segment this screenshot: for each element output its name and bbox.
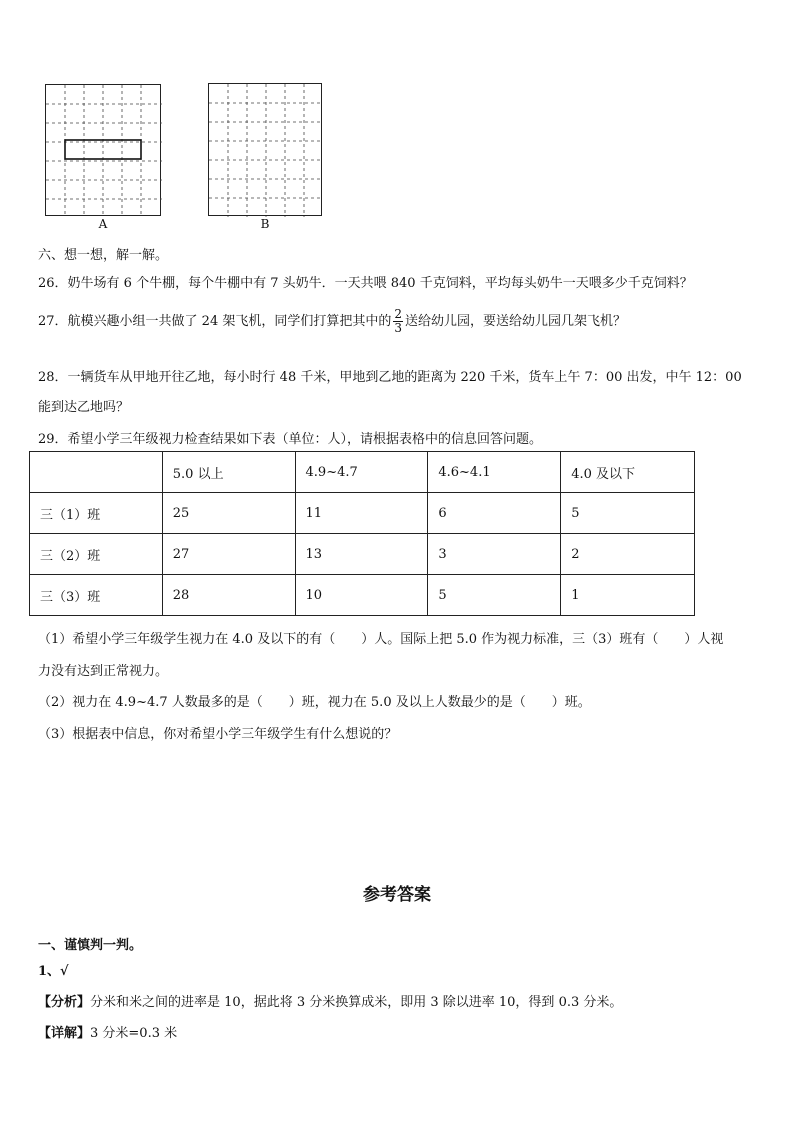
- fraction-numerator: 2: [394, 307, 402, 321]
- question-26: 26．奶牛场有 6 个牛棚，每个牛棚中有 7 头奶牛．一天共喂 840 千克饲料，平均每头奶牛一天喂多少千克饲料？: [38, 276, 693, 291]
- vision-table: [29, 451, 695, 616]
- question-29-1-line2: 力没有达到正常视力。: [38, 664, 169, 679]
- answer-item-1: 1、√: [38, 964, 69, 979]
- grid-lines-b: [209, 84, 323, 217]
- question-27-before: 27．航模兴趣小组一共做了 24 架飞机，同学们打算把其中的: [38, 314, 392, 329]
- table-row: [30, 493, 695, 534]
- table-cell: 三（3）班: [30, 575, 163, 616]
- table-cell: 5: [428, 575, 561, 616]
- table-cell: 25: [162, 493, 295, 534]
- table-cell: 28: [162, 575, 295, 616]
- question-29: 29．希望小学三年级视力检查结果如下表（单位：人），请根据表格中的信息回答问题。: [38, 432, 543, 447]
- analysis-line: [38, 991, 622, 1010]
- table-header-row: [30, 452, 695, 493]
- table-cell: 2: [561, 534, 695, 575]
- detail-line: [38, 1022, 177, 1041]
- table-header-cell: 5.0 以上: [162, 452, 295, 493]
- table-cell: 11: [295, 493, 428, 534]
- table-cell: 13: [295, 534, 428, 575]
- table-cell: 10: [295, 575, 428, 616]
- analysis-tag: 【分析】: [38, 995, 91, 1010]
- section-six-title: 六、想一想，解一解。: [38, 248, 169, 263]
- analysis-text: 分米和米之间的进率是 10，据此将 3 分米换算成米，即用 3 除以进率 10，得到 0.3 分米。: [90, 995, 623, 1010]
- question-28-line1: 28．一辆货车从甲地开往乙地，每小时行 48 千米，甲地到乙地的距离为 220 千米，货车上午 7：00 出发，中午 12：00: [38, 370, 742, 385]
- figure-b-label: B: [260, 217, 270, 231]
- table-cell: 3: [428, 534, 561, 575]
- detail-tag: 【详解】: [38, 1026, 91, 1041]
- table-cell: 5: [561, 493, 695, 534]
- question-29-2: （2）视力在 4.9~4.7 人数最多的是（ ）班，视力在 5.0 及以上人数最少的是（ ）班。: [38, 695, 591, 710]
- table-header-cell: [30, 452, 163, 493]
- figure-a-label: A: [98, 217, 108, 231]
- table-cell: 三（2）班: [30, 534, 163, 575]
- table-cell: 三（1）班: [30, 493, 163, 534]
- question-29-1-line1: （1）希望小学三年级学生视力在 4.0 及以下的有（ ）人。国际上把 5.0 作为视力标准，三（3）班有（ ）人视: [38, 632, 724, 647]
- answer-title: 参考答案: [363, 885, 431, 905]
- fraction-two-thirds: [393, 308, 403, 335]
- grid-lines-a: [46, 85, 162, 217]
- rectangle-shape: [65, 140, 141, 159]
- answer-section-one: 一、谨慎判一判。: [38, 938, 143, 953]
- question-27-after: 送给幼儿园，要送给幼儿园几架飞机？: [405, 314, 627, 329]
- table-cell: 1: [561, 575, 695, 616]
- grid-figure-b: [208, 83, 322, 216]
- table-header-cell: 4.0 及以下: [561, 452, 695, 493]
- fraction-denominator: 3: [394, 321, 402, 335]
- question-28-line2: 能到达乙地吗？: [38, 400, 130, 415]
- table-row: [30, 534, 695, 575]
- table-header-cell: 4.6~4.1: [428, 452, 561, 493]
- question-29-3: （3）根据表中信息，你对希望小学三年级学生有什么想说的？: [38, 727, 398, 742]
- table-cell: 6: [428, 493, 561, 534]
- table-cell: 27: [162, 534, 295, 575]
- table-row: [30, 575, 695, 616]
- detail-text: 3 分米=0.3 米: [90, 1026, 178, 1041]
- table-header-cell: 4.9~4.7: [295, 452, 428, 493]
- grid-figure-a: [45, 84, 161, 216]
- question-27: [38, 308, 626, 335]
